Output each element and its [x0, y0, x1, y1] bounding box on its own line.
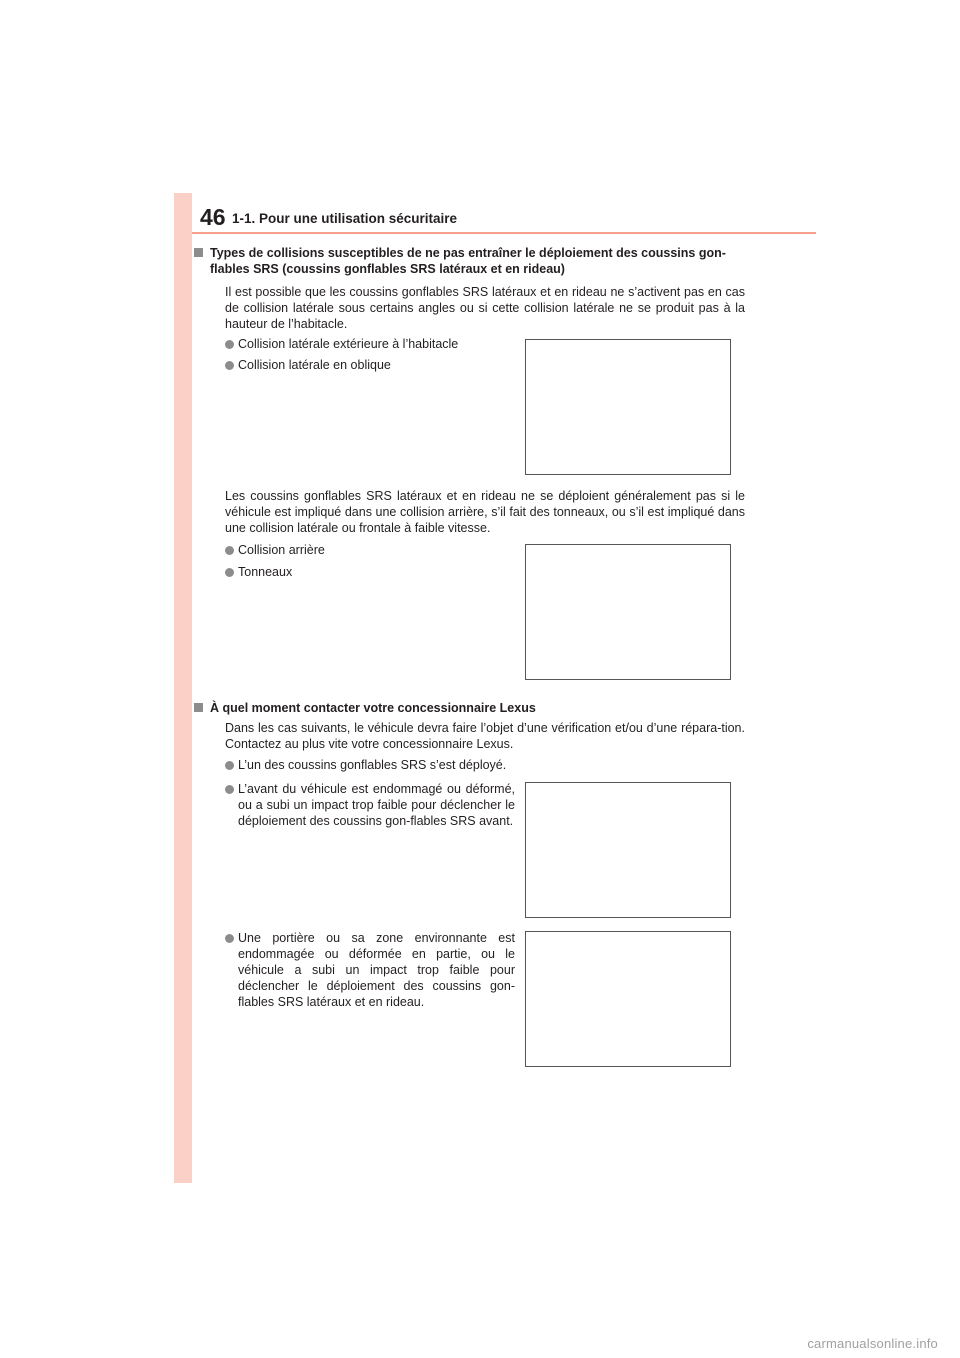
bullet-dot-icon	[225, 934, 234, 943]
list-item: Collision arrière	[225, 542, 325, 558]
section-title: 1-1. Pour une utilisation sécuritaire	[232, 211, 458, 226]
bullet-dot-icon	[225, 761, 234, 770]
illustration-side-collision	[525, 339, 731, 475]
list-item: Tonneaux	[225, 564, 292, 580]
list-item: Collision latérale extérieure à l’habitacle	[225, 336, 458, 352]
paragraph-rear-rollover: Les coussins gonflables SRS latéraux et en rideau ne se déploient généralement pas si le véhicule est impliqué dans une collision arrière, s’il fait des tonneaux, ou s’il est impliqué dans une collision latérale ou frontale à faible vitesse.	[225, 489, 745, 535]
heading-collision-types	[210, 245, 750, 277]
bullet-dot-icon	[225, 361, 234, 370]
paragraph-intro: Il est possible que les coussins gonflables SRS latéraux et en rideau ne s’activent pas en cas de collision latérale sous certains angles ou si cette collision latérale ne se produit pas à la hauteur de l’habitacle.	[225, 285, 745, 331]
list-item: Collision latérale en oblique	[225, 357, 391, 373]
list-item: L’un des coussins gonflables SRS s’est déployé.	[225, 757, 506, 773]
illustration-front-damage	[525, 782, 731, 918]
square-bullet-icon	[194, 703, 203, 712]
side-color-band	[174, 193, 192, 1183]
watermark: carmanualsonline.info	[807, 1336, 938, 1351]
heading-text: À quel moment contacter votre concessionnaire Lexus	[210, 701, 536, 715]
bullet-dot-icon	[225, 568, 234, 577]
page-number: 46	[200, 204, 226, 230]
list-item: Une portière ou sa zone environnante est endommagée ou déformée en partie, ou le véhicule a subi un impact trop faible pour déclencher le déploiement des coussins gon-flables SRS latéraux et en rideau.	[225, 930, 515, 1010]
list-item: L’avant du véhicule est endommagé ou déformé, ou a subi un impact trop faible pour déclencher le déploiement des coussins gon-flables SRS avant.	[225, 781, 515, 829]
illustration-door-damage	[525, 931, 731, 1067]
bullet-dot-icon	[225, 340, 234, 349]
paragraph-contact: Dans les cas suivants, le véhicule devra faire l’objet d’une vérification et/ou d’une répara-tion. Contactez au plus vite votre concessionnaire Lexus.	[225, 721, 745, 751]
bullet-dot-icon	[225, 546, 234, 555]
illustration-rear-collision	[525, 544, 731, 680]
heading-text: Types de collisions susceptibles de ne pas entraîner le déploiement des coussins gon-flables SRS (coussins gonflables SRS latéraux et en rideau)	[210, 246, 726, 276]
square-bullet-icon	[194, 248, 203, 257]
header-divider	[192, 232, 816, 234]
heading-contact-dealer	[210, 700, 750, 716]
bullet-dot-icon	[225, 785, 234, 794]
